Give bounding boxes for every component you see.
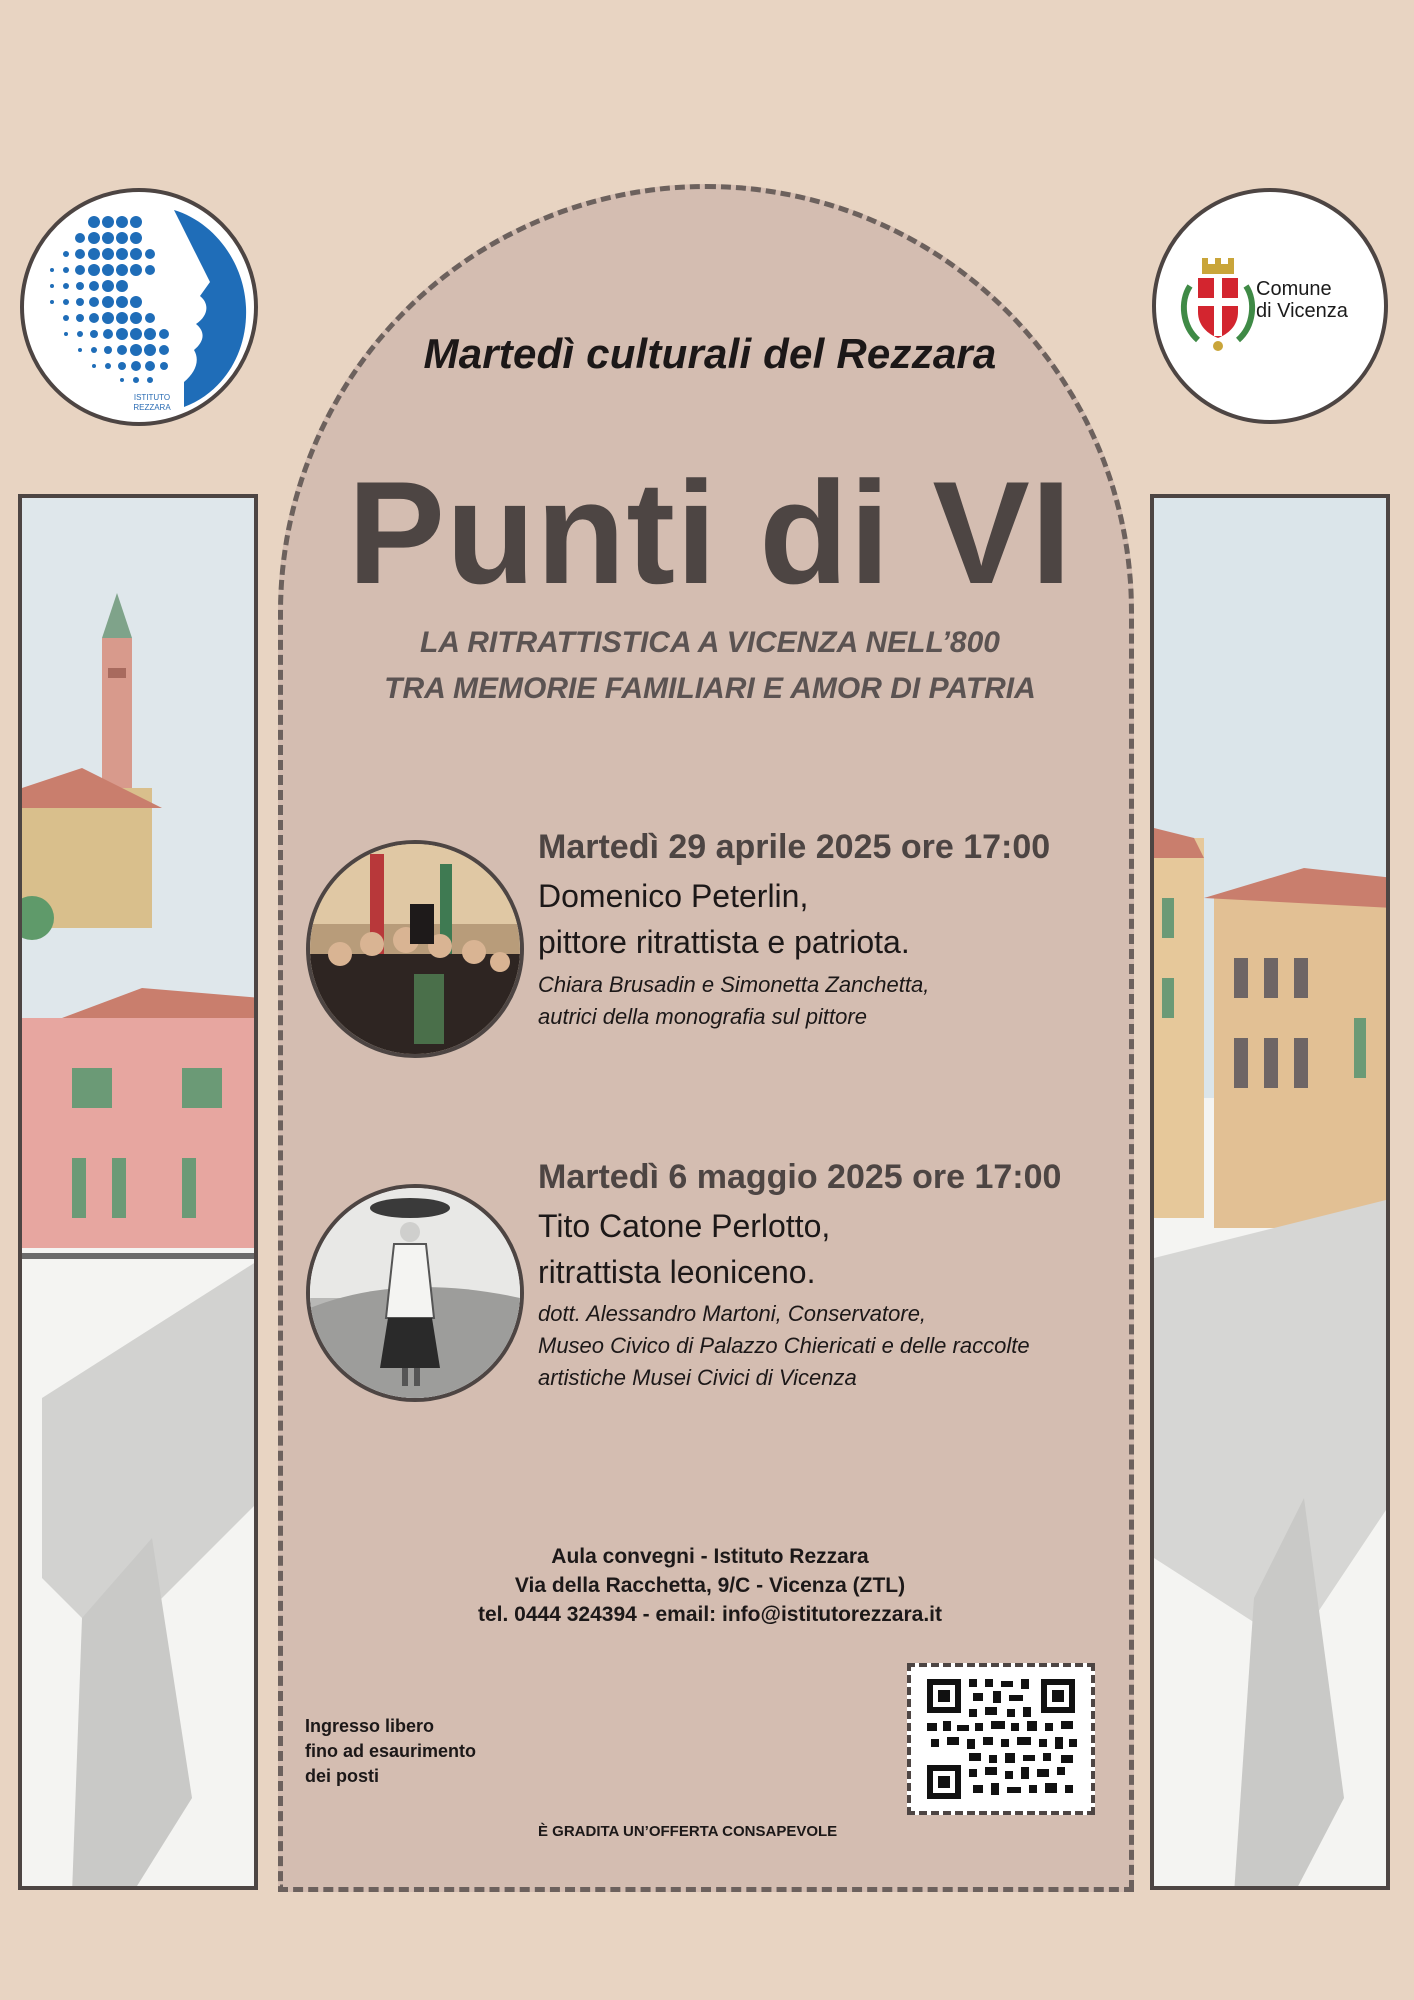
right-illustration-panel (1150, 494, 1390, 1890)
event2-title-line1: Tito Catone Perlotto, (538, 1208, 831, 1244)
subtitle-line2: TRA MEMORIE FAMILIARI E AMOR DI PATRIA (384, 672, 1036, 705)
event2-speaker-line2: Museo Civico di Palazzo Chiericati e delle raccolte (538, 1333, 1030, 1358)
left-illustration-panel (18, 494, 258, 1890)
comune-logo-line2: di Vicenza (1256, 300, 1348, 322)
page-title: Punti di VI (347, 451, 1073, 614)
event1-speakers-line2: autrici della monografia sul pittore (538, 1004, 867, 1029)
event2-painting-image (306, 1184, 524, 1402)
patriot-crowd-painting (310, 844, 520, 1054)
istituto-rezzara-logo (20, 188, 258, 426)
rezzara-profile-icon (24, 192, 254, 422)
vicenza-coat-of-arms-icon (1178, 256, 1258, 356)
series-kicker: Martedì culturali del Rezzara (423, 330, 997, 377)
subtitle-line1: LA RITRATTISTICA A VICENZA NELL’800 (419, 626, 1000, 659)
qr-code-pattern (911, 1667, 1091, 1811)
comune-di-vicenza-logo (1152, 188, 1388, 424)
vicenza-street-illustration-left (22, 498, 258, 1890)
rezzara-logo-line2: REZZARA (133, 403, 171, 412)
comune-logo-text (1256, 278, 1348, 322)
event1-painting-image (306, 840, 524, 1058)
event1-title-line2: pittore ritrattista e patriota. (538, 924, 910, 960)
venue-address: Via della Racchetta, 9/C - Vicenza (ZTL) (514, 1574, 906, 1597)
entry-line2: fino ad esaurimento (305, 1741, 477, 1761)
rezzara-logo-text (112, 393, 192, 413)
offer-note: È GRADITA UN’OFFERTA CONSAPEVOLE (538, 1823, 838, 1840)
event2-title-line2: ritrattista leoniceno. (538, 1254, 816, 1290)
entry-info (305, 1714, 476, 1789)
event2-date: Martedì 6 maggio 2025 ore 17:00 (538, 1158, 1062, 1196)
comune-logo-line1: Comune (1256, 278, 1332, 300)
entry-line1: Ingresso libero (305, 1716, 435, 1736)
event1-title-line1: Domenico Peterlin, (538, 878, 809, 914)
vicenza-street-illustration-right (1154, 498, 1390, 1890)
event2-speaker-line3: artistiche Musei Civici di Vicenza (538, 1365, 857, 1390)
venue-info (300, 1542, 1120, 1629)
subtitle (300, 620, 1120, 712)
venue-name: Aula convegni - Istituto Rezzara (551, 1545, 869, 1568)
entry-line3: dei posti (305, 1766, 380, 1786)
woman-carrying-wood-drawing (310, 1188, 520, 1398)
qr-code[interactable] (907, 1663, 1095, 1815)
rezzara-logo-line1: ISTITUTO (133, 393, 171, 402)
event2-speaker-line1: dott. Alessandro Martoni, Conservatore, (538, 1301, 927, 1326)
venue-contacts: tel. 0444 324394 - email: info@istitutorezzara.it (478, 1603, 942, 1626)
event1-speakers-line1: Chiara Brusadin e Simonetta Zanchetta, (538, 972, 930, 997)
event1-date: Martedì 29 aprile 2025 ore 17:00 (538, 828, 1051, 866)
